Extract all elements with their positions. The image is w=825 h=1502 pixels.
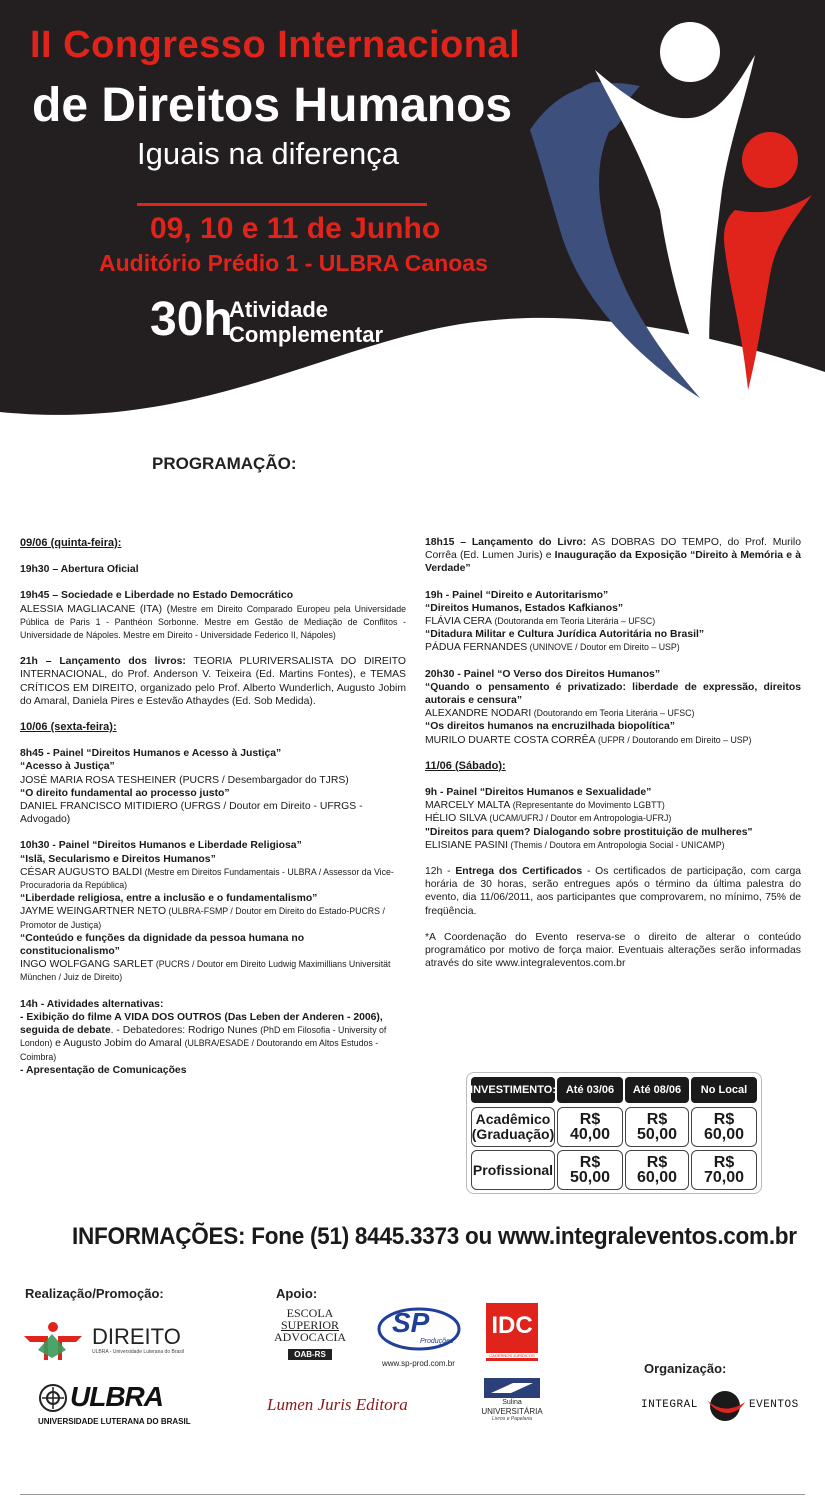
panel-title: 20h30 - Painel “O Verso dos Direitos Humanos” [425,668,661,680]
program-right-column [425,536,801,970]
certificate-time: 12h - [425,866,456,878]
speaker-name: INGO WOLFGANG SARLET [20,959,154,971]
speaker-name: FLÁVIA CERA [425,616,492,628]
eventos-logo-text: EVENTOS [749,1399,799,1411]
direito-logo-text: DIREITO [92,1324,181,1349]
speaker-entry [20,905,406,931]
speaker-bio: (UFPR / Doutorando em Direito – USP) [595,734,752,745]
debaters-mid: e Augusto Jobim do Amaral [52,1038,185,1050]
speaker-entry [425,839,801,852]
event-subtitle: Iguais na diferença [137,136,399,171]
price-cell: R$ 40,00 [557,1107,623,1147]
talk-title: “Liberdade religiosa, entre a inclusão e o fundamentalismo” [20,893,318,905]
speaker-bio: (PUCRS / Doutor em Direito Ludwig Maximillians Universität München / Juiz de Direito) [20,959,391,983]
pricing-header-col2: Até 08/06 [625,1077,689,1103]
sulina-line: UNIVERSITÁRIA [481,1407,543,1416]
speaker-entry: DANIEL FRANCISCO MITIDIERO (UFRGS / Doutor em Direito - UFRGS - Advogado) [20,801,363,826]
speaker-bio: (UNINOVE / Doutor em Direito – USP) [527,642,680,653]
speaker-name: PÁDUA FERNANDES [425,642,528,654]
footer-divider [20,1494,805,1495]
debaters: . - Debatedores: Rodrigo Nunes [110,1025,261,1037]
debater-bio: (PhD em Filosofia - University of London) [20,1025,387,1049]
speaker-name: HÉLIO SILVA [425,813,487,825]
price-cell: R$ 60,00 [691,1107,757,1147]
event-venue: Auditório Prédio 1 - ULBRA Canoas [99,250,488,276]
idc-logo-subtext: CADERNOS JURÍDICOS [486,1353,538,1358]
white-figure-head [660,22,720,82]
talk-title: “Os direitos humanos na encruzilhada biopolítica” [425,721,675,733]
panel-title: 19h - Painel “Direito e Autoritarismo” [425,589,609,601]
lumen-juris-logo: Lumen Juris Editora [267,1395,408,1414]
pricing-header-investment: INVESTIMENTO: [471,1077,555,1103]
price-cell: R$ 50,00 [557,1150,623,1190]
speaker-name: MURILO DUARTE COSTA CORRÊA [425,734,596,746]
speaker-entry [20,866,406,892]
speaker-bio: (Representante do Movimento LGBTT) [510,800,665,811]
speaker-entry [20,603,406,643]
session-title: 18h15 – Lançamento do Livro: [425,537,587,548]
speaker-entry [425,641,801,654]
sp-producoes-logo [376,1303,466,1371]
apoio-label: Apoio: [276,1286,318,1301]
film-title: - Exibição do filme A VIDA DOS OUTROS (Das Leben der Anderen - 2006), seguida de debate [20,1011,383,1037]
pricing-header-col1: Até 03/06 [557,1077,623,1103]
session-title: 14h - Atividades alternativas: [20,998,164,1010]
event-title-line2: de Direitos Humanos [32,79,513,132]
integral-eventos-logo [641,1388,806,1424]
certificate-text: - Os certificados de participação, com carga horária de 30 horas, serão entregues após o término da última palestra do evento, dia 11/06/2011, aos participantes que comprovarem, no mínimo, 75% de freqüência. [425,866,802,917]
certificate-title: Entrega dos Certificados [455,866,583,878]
direito-logo-subtext: ULBRA - Universidade Luterana do Brasil [92,1349,184,1355]
speaker-name: MARCELY MALTA [425,800,511,812]
activity-label-line2: Complementar [229,322,384,347]
oab-badge: OAB-RS [288,1349,332,1360]
communications-item: - Apresentação de Comunicações [20,1064,187,1076]
price-cell: R$ 60,00 [625,1150,689,1190]
realizacao-label: Realização/Promoção: [25,1286,164,1301]
speaker-name: ALESSIA MAGLIACANE (ITA) ( [20,603,171,615]
certificate-info [425,865,801,918]
speaker-name: JAYME WEINGARTNER NETO [20,906,167,918]
panel-title: 8h45 - Painel “Direitos Humanos e Acesso à Justiça” [20,748,282,760]
speaker-bio: (Themis / Doutora em Antropologia Social - UNICAMP) [507,839,725,850]
pricing-header-col3: No Local [691,1077,757,1103]
activity-label-line1: Atividade [229,297,329,322]
label-line: Acadêmico [475,1111,551,1127]
sulina-emblem-icon [483,1377,541,1399]
speaker-bio: (UCAM/UFRJ / Doutor em Antropologia-UFRJ) [486,813,672,824]
session-text: TEORIA PLURIVERSALISTA DO DIREITO INTERNACIONAL, do Prof. Anderson V. Teixeira (Ed. Martins Fontes), e TEMAS CRÍTICOS EM DIREITO, organizado pelo Prof. Alberto Wunderlich, Augusto Jobim do Amaral, Daniela Pires e Estevão Athaydes (Ed. Sob Medida). [20,656,406,707]
speaker-name: ALEXANDRE NODARI [425,708,532,720]
ulbra-logo-subtext: UNIVERSIDADE LUTERANA DO BRASIL [38,1417,191,1426]
panel-title: 10h30 - Painel “Direitos Humanos e Liberdade Religiosa” [20,840,302,852]
program-heading: PROGRAMAÇÃO: [152,454,297,473]
escola-line: SUPERIOR [280,1318,339,1332]
integral-logo-text: INTEGRAL [641,1399,698,1411]
idc-logo [486,1303,538,1361]
sp-logo-subtext: Produções [420,1338,454,1345]
talk-title: “Quando o pensamento é privatizado: liberdade de expressão, direitos autorais e censura” [425,681,801,707]
talk-title: “O direito fundamental ao processo justo” [20,787,230,799]
day-heading: 09/06 (quinta-feira): [20,537,122,549]
ulbra-logo [38,1381,191,1427]
integral-emblem-icon [703,1388,747,1424]
idc-logo-text: IDC [491,1312,533,1339]
ulbra-logo-text: ULBRA [70,1381,163,1412]
book-launch [425,536,801,576]
book-launch [20,655,406,708]
talk-title: “Ditadura Militar e Cultura Jurídica Autoritária no Brasil” [425,629,705,641]
event-dates: 09, 10 e 11 de Junho [150,212,441,245]
session-title: 21h – Lançamento dos livros: [20,656,186,668]
sulina-logo [480,1377,544,1429]
event-title-line1: II Congresso Internacional [30,24,521,66]
direito-logo [22,1320,197,1362]
speaker-bio: Mestre em Direito Comparado Europeu pela Universidade Pública de Paris 1 - Panthéon Sorbonne. Mestre em Gestão de Mediação de Conflitos - Universidade de Nápoles. Mestre em Direito - Universidade Federico II, Nápoles) [20,603,406,641]
speaker-entry [425,734,801,747]
event-hours: 30h [150,293,233,346]
speaker-bio: (Doutorando em Teoria Literária – UFSC) [531,708,695,719]
price-cell: R$ 70,00 [691,1150,757,1190]
day-heading: 10/06 (sexta-feira): [20,721,117,734]
ulbra-seal-icon [38,1383,68,1413]
price-cell: R$ 50,00 [625,1107,689,1147]
speaker-name: CÉSAR AUGUSTO BALDI [20,866,143,878]
disclaimer-note: *A Coordenação do Evento reserva-se o direito de alterar o conteúdo programático por motivo de força maior. Eventuais alterações serão informadas através do site www.integraleventos.com.br [425,931,801,970]
pricing-row-academic-label [471,1107,555,1147]
escola-advocacia-logo [268,1303,352,1367]
speaker-name: ELISIANE PASINI [425,839,508,851]
talk-title: “Conteúdo e funções da dignidade da pessoa humana no constitucionalismo” [20,932,305,958]
header-divider [137,203,427,206]
talk-title: “Direitos Humanos, Estados Kafkianos” [425,602,624,614]
escola-line: ESCOLA [286,1306,334,1320]
day-heading: 11/06 (Sábado): [425,759,506,772]
panel-title: 9h - Painel “Direitos Humanos e Sexualidade” [425,787,652,799]
escola-line: ADVOCACIA [274,1330,346,1344]
direito-emblem-icon [22,1320,84,1362]
session-title: 19h30 – Abertura Oficial [20,564,139,576]
speaker-bio: (ULBRA-FSMP / Doutor em Direito do Estado-PUCRS / Promotor de Justiça) [20,906,385,930]
talk-title: "Direitos para quem? Dialogando sobre prostituição de mulheres" [425,826,753,838]
exhibition-title: Inauguração da Exposição “Direito à Memória e à Verdade” [425,550,801,575]
sulina-line: Livros e Papelaria [491,1416,533,1422]
session-text: AS DOBRAS DO TEMPO, do Prof. Murilo Corrêa (Ed. Lumen Juris) e [425,537,801,562]
organizacao-label: Organização: [644,1361,727,1376]
label-line: (Graduação) [471,1126,555,1142]
program-left-column [20,537,406,1077]
alternative-activity [20,1011,406,1064]
speaker-entry [425,799,801,812]
red-figure-head [742,132,798,188]
talk-title: “Acesso à Justiça” [20,761,115,773]
pricing-row-professional-label: Profissional [471,1150,555,1190]
contact-info-line: INFORMAÇÕES: Fone (51) 8445.3373 ou www.integraleventos.com.br [72,1223,797,1250]
speaker-entry [425,707,801,720]
pricing-table [466,1072,762,1194]
speaker-bio: (Mestre em Direitos Fundamentais - ULBRA / Assessor da Vice-Procuradoria da República) [20,866,394,891]
session-title: 19h45 – Sociedade e Liberdade no Estado Democrático [20,590,294,602]
sp-logo-text: SP [392,1307,430,1338]
speaker-entry [20,958,406,984]
header-banner [0,0,825,430]
sp-url: www.sp-prod.com.br [382,1359,455,1368]
speaker-entry [425,615,801,628]
talk-title: “Islã, Secularismo e Direitos Humanos” [20,853,216,865]
sulina-line: Sulina [502,1399,522,1406]
speaker-entry: JOSÉ MARIA ROSA TESHEINER (PUCRS / Desembargador do TJRS) [20,774,349,786]
debater-bio: (ULBRA/ESADE / Doutorando em Altos Estudos - Coimbra) [20,1038,379,1062]
speaker-entry [425,812,801,825]
speaker-bio: (Doutoranda em Teoria Literária – UFSC) [492,616,656,627]
